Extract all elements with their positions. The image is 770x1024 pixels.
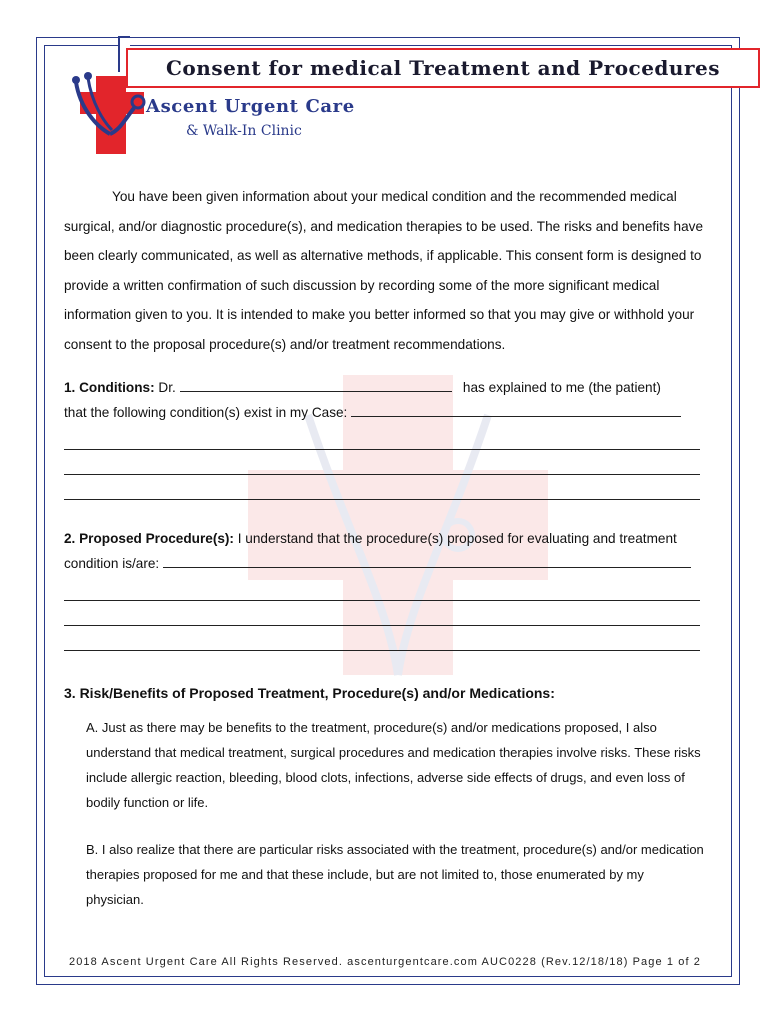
procedures-field-line-2[interactable]: [64, 576, 700, 601]
procedures-section: [64, 526, 704, 651]
dr-prefix: Dr.: [158, 380, 176, 395]
brand-subtitle: & Walk-In Clinic: [186, 123, 302, 139]
procedures-text: I understand that the procedure(s) proposed for evaluating and treatment: [237, 531, 677, 546]
medical-cross-stethoscope-icon: [62, 68, 154, 160]
procedures-field-line-3[interactable]: [64, 601, 700, 626]
form-body: [64, 182, 704, 912]
conditions-field-line-3[interactable]: [64, 450, 700, 475]
risks-paragraph-a: A. Just as there may be benefits to the treatment, procedure(s) and/or medications proposed, I also understand that medical treatment, surgical procedures and medication therapies involve risks. These risks include allergic reaction, bleeding, blood clots, infections, adverse side effects of drugs, and even loss of bodily function or life.: [86, 719, 701, 810]
page-footer: 2018 Ascent Urgent Care All Rights Reserved. ascenturgentcare.com AUC0228 (Rev.12/18/18) Page 1 of 2: [69, 956, 701, 968]
conditions-field-line-4[interactable]: [64, 475, 700, 500]
procedures-label: 2. Proposed Procedure(s):: [64, 531, 234, 546]
conditions-field-line-1[interactable]: [351, 400, 681, 417]
document-title: Consent for medical Treatment and Procedures: [126, 48, 760, 88]
doctor-name-field[interactable]: [180, 375, 452, 392]
conditions-section: [64, 375, 704, 500]
brand-name: Ascent Urgent Care: [146, 96, 355, 117]
procedures-field-line-1[interactable]: [163, 551, 691, 568]
intro-paragraph: You have been given information about your medical condition and the recommended medical surgical, and/or diagnostic procedure(s), and medication therapies to be used. The risks and benefits have been clearly communicated, as well as alternative methods, if applicable. This consent form is designed to provide a written confirmation of such discussion by recording some of the more significant medical information given to you. It is intended to make you better informed so that you may give or withhold your consent to the proposal procedure(s) and/or treatment recommendations.: [64, 189, 704, 352]
conditions-line2-text: that the following condition(s) exist in my Case:: [64, 405, 348, 420]
risks-paragraph-b: B. I also realize that there are particular risks associated with the treatment, procedure(s) and/or medication therapies proposed for me and that these include, but are not limited to, those enumerated by my physician.: [86, 841, 704, 907]
procedures-field-line-4[interactable]: [64, 626, 700, 651]
conditions-explained-text: has explained to me (the patient): [462, 380, 661, 395]
conditions-field-line-2[interactable]: [64, 425, 700, 450]
conditions-label: 1. Conditions:: [64, 380, 155, 395]
risks-heading: 3. Risk/Benefits of Proposed Treatment, Procedure(s) and/or Medications:: [64, 685, 555, 701]
procedures-line2-text: condition is/are:: [64, 556, 160, 571]
